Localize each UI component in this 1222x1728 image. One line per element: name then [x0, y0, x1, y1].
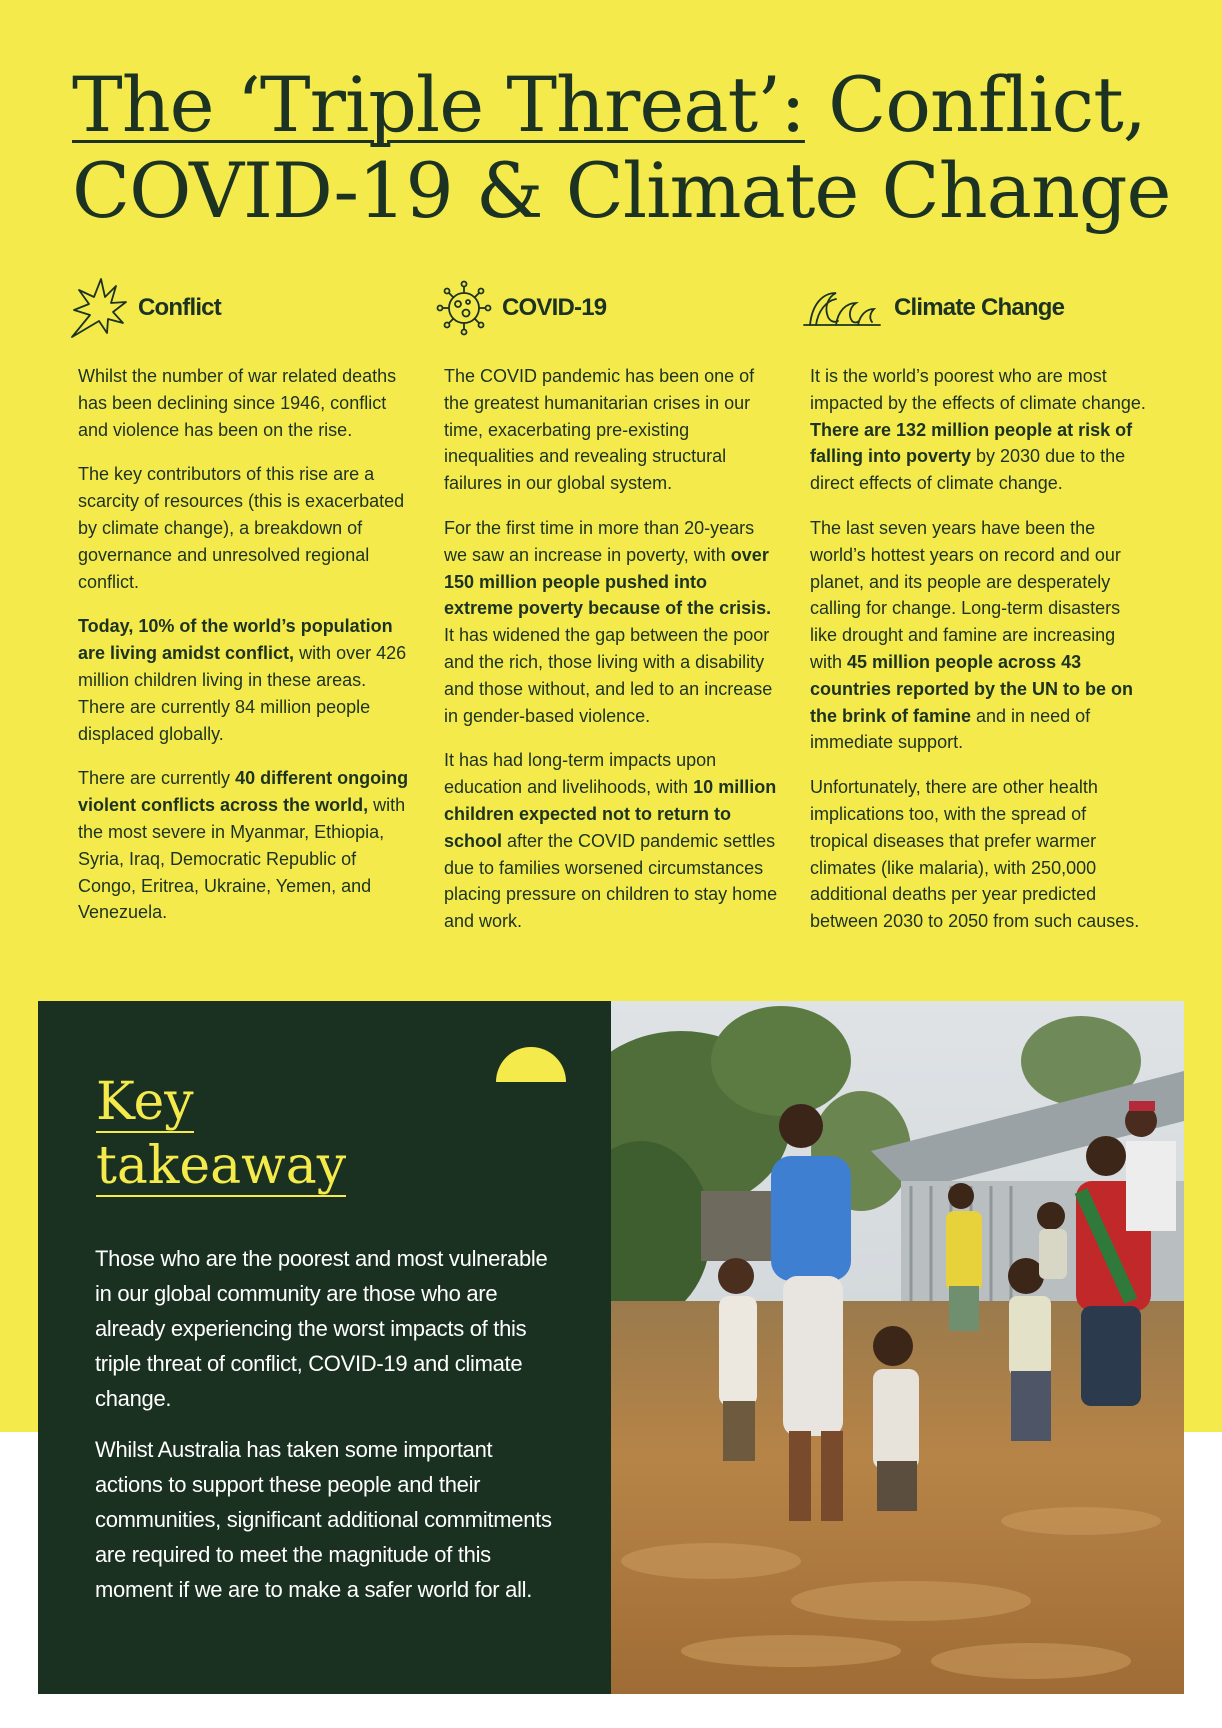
- text-run: The COVID pandemic has been one of the greatest humanitarian crises in our time, exacerbating pre-existing inequalities and revealing structural failures in our global system.: [444, 366, 755, 494]
- column-conflict: [70, 276, 415, 944]
- key-takeaway-body: [95, 1241, 555, 1623]
- column-paragraph: [810, 363, 1147, 497]
- column-paragraph: [78, 363, 415, 443]
- column-paragraph: [444, 363, 781, 497]
- text-run: The key contributors of this rise are a scarcity of resources (this is exacerbated by climate change), a breakdown of governance and unresolved regional conflict.: [78, 464, 405, 592]
- bold-text: 40 different ongoing violent conflicts across the world,: [78, 768, 409, 816]
- flood-photo: [611, 1001, 1184, 1694]
- title-line2: COVID-19 & Climate Change: [72, 146, 1171, 235]
- virus-icon: [436, 280, 492, 336]
- column-header: [436, 276, 781, 340]
- column-climate: [802, 276, 1147, 953]
- key-takeaway-title-line1: Key: [96, 1072, 194, 1132]
- text-run: with over 426 million children living in these areas. There are currently 84 million people displaced globally.: [78, 643, 407, 744]
- column-paragraph: [78, 461, 415, 595]
- column-paragraph: [444, 747, 781, 935]
- key-takeaway-title-line2: takeaway: [96, 1136, 347, 1196]
- column-body: [70, 363, 415, 926]
- column-body: [436, 363, 781, 935]
- text-run: It has had long-term impacts upon education and livelihoods, with: [444, 750, 717, 798]
- text-run: Unfortunately, there are other health implications too, with the spread of tropical diseases that prefer warmer climates (like malaria), with 250,000 additional deaths per year predicted between 2030 to 2050 from such causes.: [810, 777, 1140, 932]
- text-run: and in need of immediate support.: [810, 705, 1091, 753]
- text-run: It is the world’s poorest who are most impacted by the effects of climate change.: [810, 366, 1146, 413]
- bold-text: over 150 million people pushed into extreme poverty because of the crisis.: [444, 544, 772, 619]
- column-header: [70, 276, 415, 340]
- column-paragraph: [78, 765, 415, 926]
- flood-photo-illustration: [611, 1001, 1184, 1694]
- explosion-icon: [70, 277, 128, 339]
- column-paragraph: [810, 774, 1147, 935]
- text-run: For the first time in more than 20-years we saw an increase in poverty, with: [444, 517, 755, 565]
- column-header: [802, 276, 1147, 340]
- column-paragraph: [78, 613, 415, 747]
- text-run: by 2030 due to the direct effects of climate change.: [810, 446, 1126, 494]
- title-part2: Conflict,: [804, 60, 1146, 149]
- text-run: There are currently: [78, 768, 236, 789]
- key-takeaway-paragraph: Whilst Australia has taken some important actions to support these people and their communities, significant additional commitments are required to meet the magnitude of this moment if we are to make a safer world for all.: [95, 1437, 552, 1602]
- column-body: [802, 363, 1147, 935]
- title-underlined-part: The ‘Triple Threat’:: [72, 60, 805, 149]
- column-covid: [436, 276, 781, 953]
- column-heading: COVID-19: [502, 294, 607, 321]
- text-run: after the COVID pandemic settles due to families worsened circumstances placing pressure on children to stay home and work.: [444, 830, 778, 932]
- column-heading: Climate Change: [894, 294, 1065, 321]
- text-run: Whilst the number of war related deaths has been declining since 1946, conflict and violence has been on the rise.: [78, 366, 397, 440]
- bold-text: There are 132 million people at risk of falling into poverty: [810, 419, 1133, 467]
- bold-text: 10 million children expected not to return to school: [444, 777, 777, 851]
- text-run: with the most severe in Myanmar, Ethiopia, Syria, Iraq, Democratic Republic of Congo, Eritrea, Ukraine, Yemen, and Venezuela.: [78, 795, 406, 923]
- text-run: The last seven years have been the world’s hottest years on record and our planet, and its people are desperately calling for change. Long-term disasters like drought and famine are increasing with: [810, 517, 1121, 672]
- bold-text: 45 million people across 43 countries reported by the UN to be on the brink of famine: [810, 651, 1134, 726]
- waves-icon: [802, 285, 884, 331]
- key-takeaway-paragraph: Those who are the poorest and most vulnerable in our global community are those who are already experiencing the worst impacts of this triple threat of conflict, COVID-19 and climate change.: [95, 1246, 548, 1411]
- column-paragraph: [444, 515, 781, 729]
- text-run: It has widened the gap between the poor and the rich, those living with a disability and those without, and led to an increase in gender-based violence.: [444, 625, 773, 726]
- key-takeaway-title: [96, 1070, 346, 1198]
- page-title: [72, 62, 1172, 234]
- column-paragraph: [810, 515, 1147, 756]
- bold-text: Today, 10% of the world’s population are living amidst conflict,: [78, 616, 393, 664]
- column-heading: Conflict: [138, 294, 221, 321]
